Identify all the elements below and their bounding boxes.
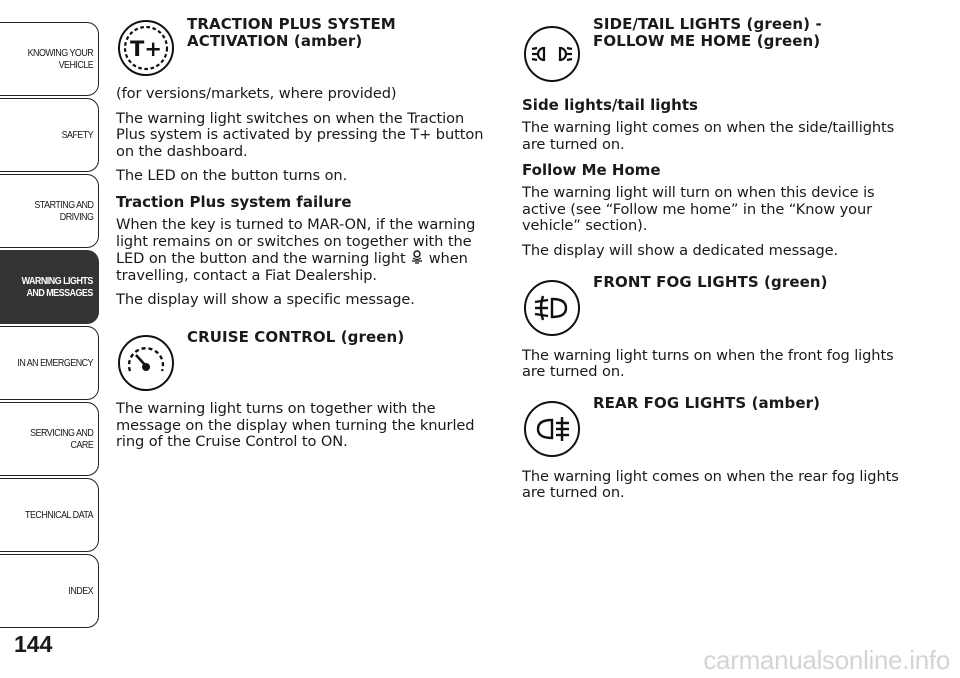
side-tail-lights-icon [522,24,582,84]
rear-fog-lights-description: The warning light comes on when the rear fog lights are turned on. [522,467,899,502]
traction-plus-entry [116,16,496,309]
right-column [522,16,902,510]
rear-fog-lights-icon [522,399,582,459]
front-fog-lights-title: FRONT FOG LIGHTS (green) [593,272,828,291]
engine-warning-inline-icon [410,250,424,265]
side-tail-lights-title: SIDE/TAIL LIGHTS (green) - FOLLOW ME HOME (green) [593,15,822,50]
rear-fog-lights-entry [522,395,902,502]
tab-warning-lights-and-messages[interactable]: WARNING LIGHTS AND MESSAGES [0,250,99,324]
cruise-control-title: CRUISE CONTROL (green) [187,327,405,346]
page-number: 144 [14,631,53,657]
tab-in-an-emergency[interactable]: IN AN EMERGENCY [0,326,99,400]
traction-plus-led-note: The LED on the button turns on. [116,167,348,185]
front-fog-lights-icon [522,278,582,338]
side-tail-lights-entry [522,16,902,260]
rear-fog-lights-title: REAR FOG LIGHTS (amber) [593,393,821,412]
tab-technical-data[interactable]: TECHNICAL DATA [0,478,99,552]
side-tail-lights-description: The warning light comes on when the side/taillights are turned on. [522,119,895,153]
traction-plus-failure-text: When the key is turned to MAR-ON, if the warning light remains on or switches on together with the LED on the button and the warning light when travelling, contact a Fiat Dealership. [116,215,476,284]
svg-text:T+: T+ [130,37,162,61]
front-fog-lights-entry [522,274,902,381]
traction-plus-title: TRACTION PLUS SYSTEM ACTIVATION (amber) [187,15,396,50]
follow-me-home-heading: Follow Me Home [522,161,661,180]
tab-starting-and-driving[interactable]: STARTING AND DRIVING [0,174,99,248]
traction-plus-description: The warning light switches on when the Traction Plus system is activated by pressing the T+ button on the dashboard. [116,109,484,160]
front-fog-lights-description: The warning light turns on when the front fog lights are turned on. [522,346,894,381]
cruise-control-icon [116,333,176,393]
follow-me-home-description: The warning light will turn on when this device is active (see “Follow me home” in the “Know your vehicle” section). [522,184,875,235]
left-column [116,16,496,459]
cruise-control-description: The warning light turns on together with the message on the display when turning the knurled ring of the Cruise Control to ON. [116,399,475,451]
tab-safety[interactable]: SAFETY [0,98,99,172]
traction-plus-display-note: The display will show a specific message. [116,291,415,309]
cruise-control-entry [116,329,496,451]
tab-index[interactable]: INDEX [0,554,99,628]
watermark: carmanualsonline.info [703,645,950,675]
follow-me-home-display-note: The display will show a dedicated message. [522,241,839,259]
tab-knowing-your-vehicle[interactable]: KNOWING YOUR VEHICLE [0,22,99,96]
side-tail-lights-heading: Side lights/tail lights [522,96,698,114]
traction-plus-failure-heading: Traction Plus system failure [116,192,352,211]
tab-servicing-and-care[interactable]: SERVICING AND CARE [0,402,99,476]
traction-plus-icon [116,18,176,78]
traction-plus-availability: (for versions/markets, where provided) [116,85,397,102]
